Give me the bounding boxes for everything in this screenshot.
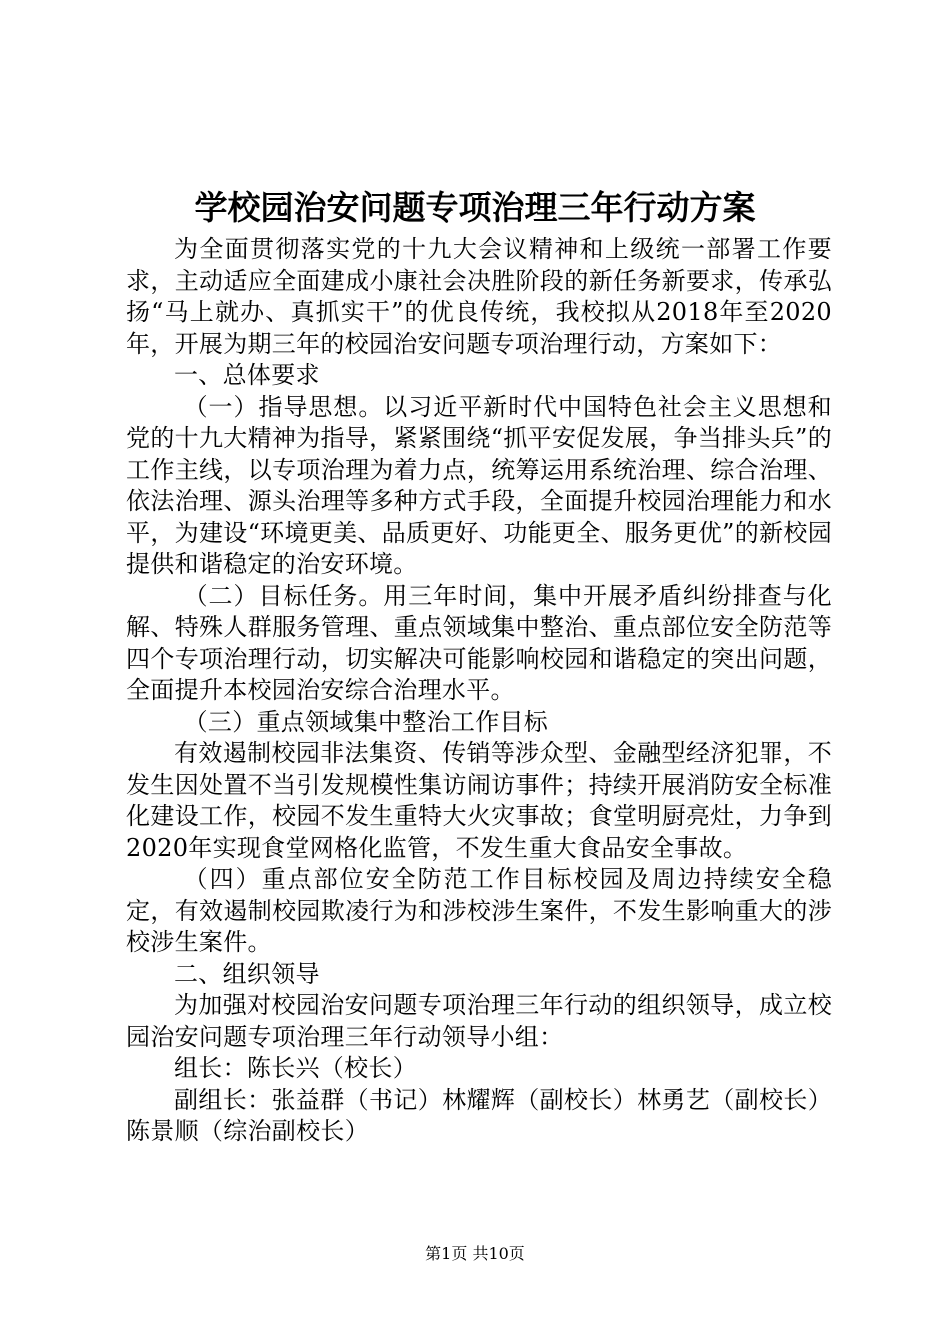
page-number-footer: 第1页 共10页 <box>425 1244 525 1263</box>
section-heading-general-requirements: 一、总体要求 <box>174 361 320 389</box>
intro-paragraph: 为全面贯彻落实党的十九大会议精神和上级统一部署工作要求，主动适应全面建成小康社会决胜阶段的新任务新要求，传承弘扬“马上就办、真抓实干”的优良传统，我校拟从2018年至2020年，开展为期三年的校园治安问题专项治理行动，方案如下： <box>126 235 832 358</box>
objectives-paragraph: （二）目标任务。用三年时间，集中开展矛盾纠纷排查与化解、特殊人群服务管理、重点领域集中整治、重点部位安全防范等四个专项治理行动，切实解决可能影响校园和谐稳定的突出问题，全面提升本校园治安综合治理水平。 <box>126 581 832 704</box>
subheading-key-areas: （三）重点领域集中整治工作目标 <box>183 707 549 736</box>
document-body <box>126 234 832 1148</box>
key-sites-paragraph: （四）重点部位安全防范工作目标校园及周边持续安全稳定，有效遏制校园欺凌行为和涉校涉生案件，不发生影响重大的涉校涉生案件。 <box>126 865 832 956</box>
document-title: 学校园治安问题专项治理三年行动方案 <box>194 188 756 227</box>
section-heading-organization: 二、组织领导 <box>174 959 320 988</box>
deputy-leaders-line: 副组长：张益群（书记）林耀辉（副校长）林勇艺（副校长）陈景顺（综治副校长） <box>126 1085 832 1145</box>
guiding-ideology-paragraph: （一）指导思想。以习近平新时代中国特色社会主义思想和党的十九大精神为指导，紧紧围绕“抓平安促发展，争当排头兵”的工作主线，以专项治理为着力点，统筹运用系统治理、综合治理、依法治理、源头治理等多种方式手段，全面提升校园治理能力和水平，为建设“环境更美、品质更好、功能更全、服务更优”的新校园提供和谐稳定的治安环境。 <box>126 392 832 578</box>
key-areas-paragraph: 有效遏制校园非法集资、传销等涉众型、金融型经济犯罪，不发生因处置不当引发规模性集访闹访事件；持续开展消防安全标准化建设工作，校园不发生重特大火灾事故；食堂明厨亮灶，力争到2020年实现食堂网格化监管，不发生重大食品安全事故。 <box>126 739 832 862</box>
group-leader-line: 组长：陈长兴（校长） <box>174 1054 417 1082</box>
organization-paragraph: 为加强对校园治安问题专项治理三年行动的组织领导，成立校园治安问题专项治理三年行动领导小组： <box>126 991 832 1051</box>
